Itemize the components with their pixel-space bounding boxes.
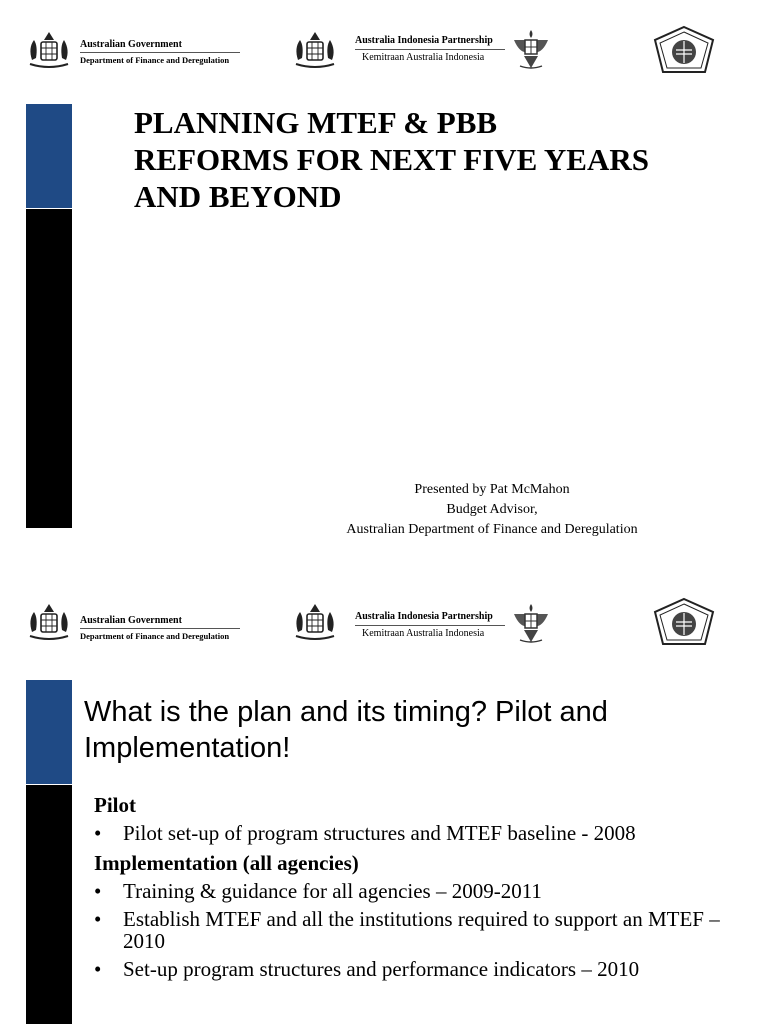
gov-name: Australian Government [80,39,182,50]
presenter-organisation: Australian Department of Finance and Deregulation [346,522,638,537]
section-heading-pilot: Pilot [94,793,136,817]
partnership-subtitle: Kemitraan Australia Indonesia [362,52,485,63]
partnership-name: Australia Indonesia Partnership [355,35,493,46]
bullet-item: • Set-up program structures and performance indicators – 2010 [94,958,734,980]
ministry-of-finance-emblem-icon [651,596,717,648]
bullet-list-pilot [94,822,734,844]
garuda-emblem-icon [510,26,552,72]
bullet-list-implementation [94,880,734,980]
gov-name: Australian Government [80,615,182,626]
department-name: Department of Finance and Deregulation [80,55,230,65]
slide-title: PLANNING MTEF & PBB REFORMS FOR NEXT FIVE YEARS AND BEYOND [134,105,649,214]
presenter-info [292,480,692,540]
coat-of-arms-icon [24,600,74,644]
partnership-subtitle: Kemitraan Australia Indonesia [362,628,485,639]
logo-divider [80,52,240,53]
department-name: Department of Finance and Deregulation [80,631,230,641]
accent-bar-black [26,209,72,528]
slide-title: What is the plan and its timing? Pilot and Implementation! [84,696,608,764]
presenter-role: Budget Advisor, [446,502,538,517]
accent-bar-blue [26,104,72,208]
coat-of-arms-icon [24,28,74,72]
slide-body [94,794,734,988]
garuda-emblem-icon [510,600,552,646]
slide-2 [0,576,768,1024]
accent-bar-black [26,785,72,1024]
bullet-item: • Establish MTEF and all the institutions required to support an MTEF – 2010 [94,908,734,952]
logo-bar [0,0,768,80]
logo-bar [0,576,768,656]
section-heading-implementation: Implementation (all agencies) [94,851,359,875]
accent-bar-blue [26,680,72,784]
partnership-name: Australia Indonesia Partnership [355,611,493,622]
logo-divider [80,628,240,629]
bullet-item: • Pilot set-up of program structures and MTEF baseline - 2008 [94,822,734,844]
coat-of-arms-icon [290,600,340,644]
logo-divider [355,49,505,50]
ministry-of-finance-emblem-icon [651,24,717,76]
logo-divider [355,625,505,626]
presenter-name: Presented by Pat McMahon [414,482,570,497]
bullet-item: • Training & guidance for all agencies – 2009-2011 [94,880,734,902]
coat-of-arms-icon [290,28,340,72]
